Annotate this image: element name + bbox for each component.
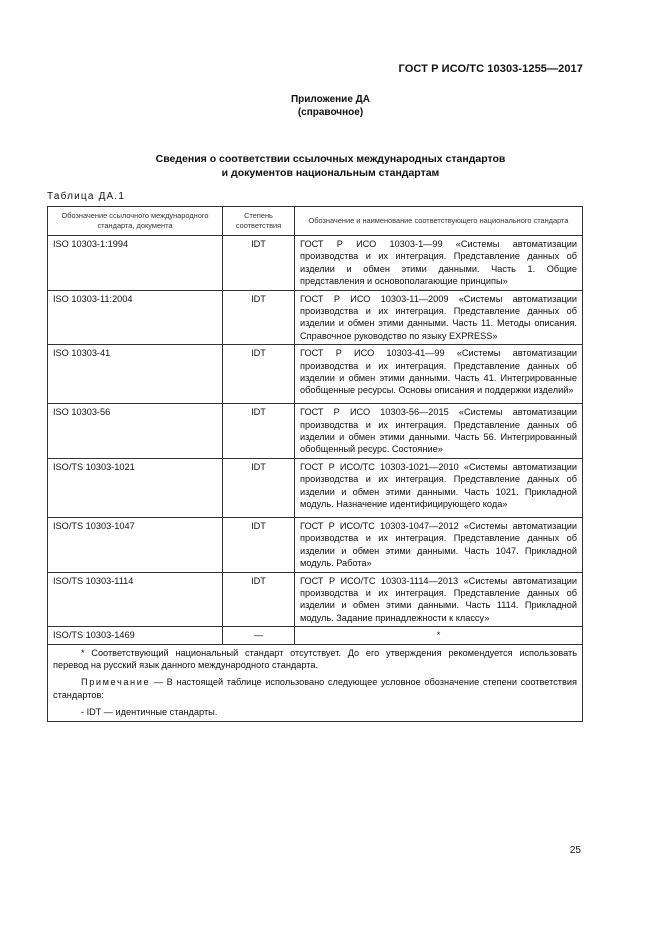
cell-degree: IDT <box>223 517 295 572</box>
cell-code: ISO 10303-1:1994 <box>48 236 223 291</box>
cell-national: ГОСТ Р ИСО 10303-56—2015 «Системы автоматизации производства и их интеграция. Представление данных об изделии и обмен этими данными. Часть 56. Интегрированный обобщенный ресурс. Состояние» <box>295 404 583 459</box>
cell-degree: IDT <box>223 345 295 404</box>
cell-degree: IDT <box>223 290 295 345</box>
cell-national: ГОСТ Р ИСО/ТС 10303-1047—2012 «Системы автоматизации производства и их интеграция. Представление данных об изделии и обмен этими данными. Часть 1047. Прикладной модуль. Работа» <box>295 517 583 572</box>
cell-degree: IDT <box>223 404 295 459</box>
appendix-title-block <box>0 93 661 119</box>
column-header-national: Обозначение и наименование соответствующего национального стандарта <box>295 207 583 236</box>
cell-code: ISO/TS 10303-1021 <box>48 458 223 517</box>
cell-degree: IDT <box>223 236 295 291</box>
appendix-subtitle: (справочное) <box>297 107 364 118</box>
cell-code: ISO 10303-56 <box>48 404 223 459</box>
column-header-degree: Степень соответствия <box>223 207 295 236</box>
cell-code: ISO 10303-11:2004 <box>48 290 223 345</box>
cell-national: * <box>295 627 583 644</box>
section-heading-line-2: и документов национальным стандартам <box>221 166 440 179</box>
table-row <box>48 345 583 404</box>
column-header-code: Обозначение ссылочного международного стандарта, документа <box>48 207 223 236</box>
note-text: — В настоящей таблице использовано следующее условное обозначение степени соответствия стандартов: <box>53 677 577 700</box>
note-label: Примечание <box>81 677 151 688</box>
table-row <box>48 290 583 345</box>
table-note <box>53 676 577 701</box>
cell-degree: IDT <box>223 458 295 517</box>
cell-national: ГОСТ Р ИСО/ТС 10303-1114—2013 «Системы автоматизации производства и их интеграция. Представление данных об изделии и обмен этими данными. Часть 1114. Прикладной модуль. Задание принадлежности к классу» <box>295 572 583 627</box>
cell-code: ISO 10303-41 <box>48 345 223 404</box>
table-row <box>48 458 583 517</box>
table-row <box>48 236 583 291</box>
cell-national: ГОСТ Р ИСО/ТС 10303-1021—2010 «Системы автоматизации производства и их интеграция. Представление данных об изделии и обмен этими данными. Часть 1021. Прикладной модуль. Назначение идентифицирующего кода» <box>295 458 583 517</box>
table-label: Таблица ДА.1 <box>47 191 126 202</box>
table-row <box>48 404 583 459</box>
table-header-row <box>48 207 583 236</box>
cell-national: ГОСТ Р ИСО 10303-1—99 «Системы автоматизации производства и их интеграция. Представление данных об изделии и обмен этими данными. Часть 1. Общие представления и основополагающие принципы» <box>295 236 583 291</box>
cell-degree: IDT <box>223 572 295 627</box>
correspondence-table <box>47 206 583 722</box>
section-heading <box>0 153 661 180</box>
cell-code: ISO/TS 10303-1047 <box>48 517 223 572</box>
cell-code: ISO/TS 10303-1469 <box>48 627 223 644</box>
appendix-title: Приложение ДА <box>290 94 371 105</box>
cell-national: ГОСТ Р ИСО 10303-11—2009 «Системы автоматизации производства и их интеграция. Представление данных об изделии и обмен этими данными. Часть 11. Методы описания. Справочное руководство по языку EXPRESS» <box>295 290 583 345</box>
table-row <box>48 627 583 644</box>
table-row <box>48 517 583 572</box>
table-row <box>48 572 583 627</box>
section-heading-line-1: Сведения о соответствии ссылочных международных стандартов <box>155 153 506 165</box>
note-item: - IDT — идентичные стандарты. <box>81 707 218 718</box>
table-notes-cell <box>48 644 583 721</box>
cell-code: ISO/TS 10303-1114 <box>48 572 223 627</box>
table-footnote: * Соответствующий национальный стандарт отсутствует. До его утверждения рекомендуется использовать перевод на русский язык данного международного стандарта. <box>53 647 577 670</box>
cell-national: ГОСТ Р ИСО 10303-41—99 «Системы автоматизации производства и их интеграция. Представление данных об изделии и обмен этими данными. Часть 41. Интегрированные обобщенные ресурсы. Основы описания и поддержки изделий» <box>295 345 583 404</box>
table-notes-row <box>48 644 583 721</box>
document-code: ГОСТ Р ИСО/ТС 10303-1255—2017 <box>398 63 583 75</box>
page-number: 25 <box>569 845 581 856</box>
cell-degree: — <box>223 627 295 644</box>
